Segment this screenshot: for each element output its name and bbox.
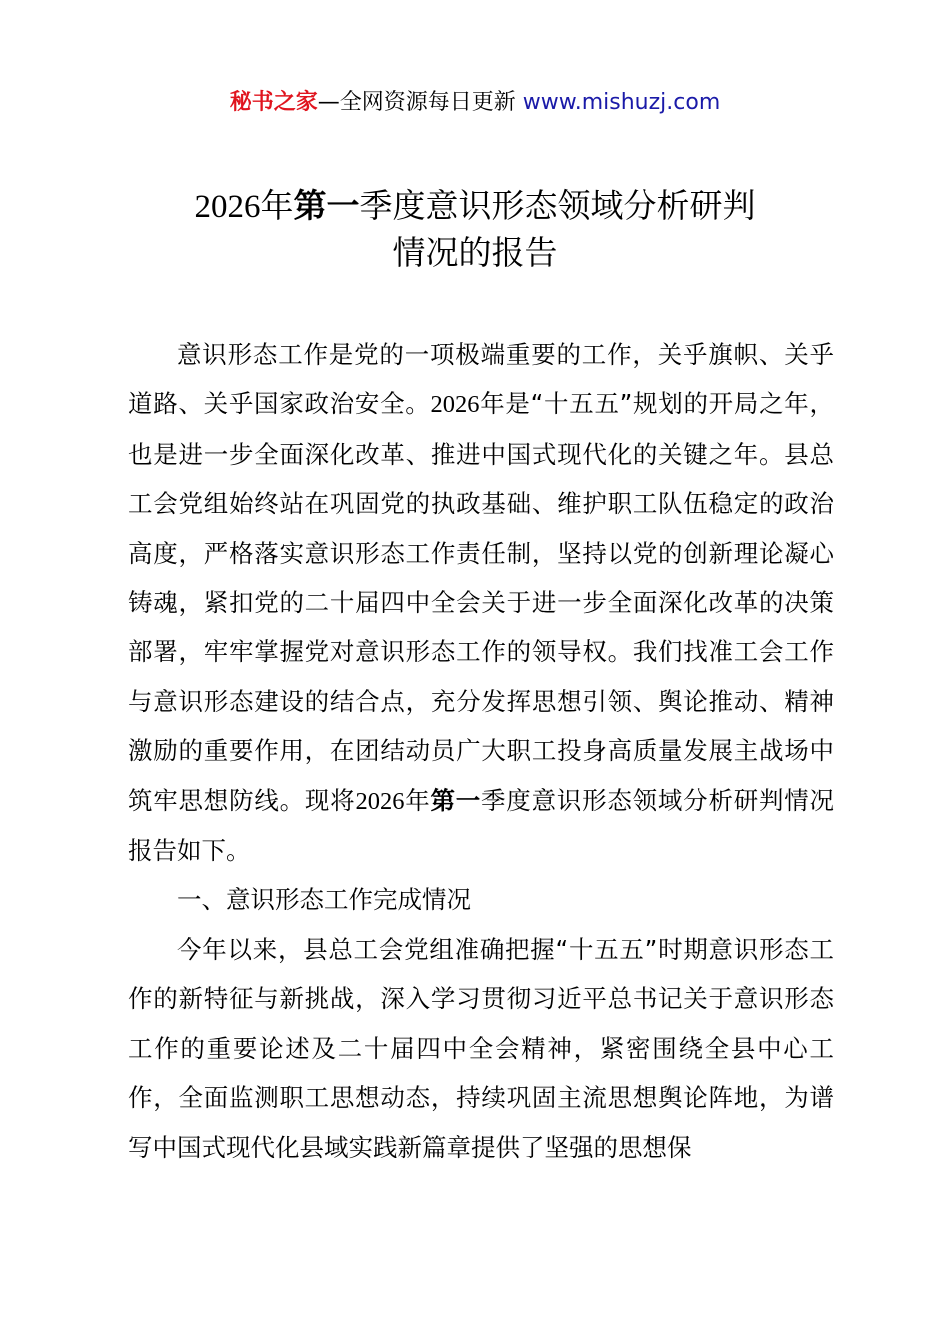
intro-text-c: 年 [404, 785, 431, 815]
title-line-1 [0, 183, 950, 230]
intro-year-1: 2026 [430, 391, 480, 419]
section-heading-1: 一、意识形态工作完成情况 [177, 885, 471, 915]
document-title [0, 183, 950, 276]
intro-paragraph [128, 330, 834, 875]
page-header [0, 86, 950, 120]
intro-text-d: 季度意识形态领域分析研判情况报告如下。 [128, 785, 835, 866]
title-line-2: 情况的报告 [392, 233, 558, 272]
title-text-a: 年 [260, 186, 294, 225]
brand-name: 秘书之家 [229, 90, 318, 115]
intro-year-2: 2026 [355, 787, 405, 815]
intro-bold-text: 第一 [430, 785, 482, 815]
document-body [128, 330, 834, 1172]
header-tagline: —全网资源每日更新 [317, 90, 516, 115]
header-url-link[interactable]: www.mishuzj.com [522, 90, 721, 115]
title-year: 2026 [194, 189, 261, 225]
intro-text-b: 年是“十五五”规划的开局之年，也是进一步全面深化改革、推进中国式现代化的关键之年。县总工会党组始终站在巩固党的执政基础、维护职工队伍稳定的政治高度，严格落实意识形态工作责任制，坚持以党的创新理论凝心铸魂，紧扣党的二十届四中全会关于进一步全面深化改革的决策部署，牢牢掌握党对意识形态工作的领导权。我们找准工会工作与意识形态建设的结合点，充分发挥思想引领、舆论推动、精神激励的重要作用，在团结动员广大职工投身高质量发展主战场中筑牢思想防线。现将 [128, 389, 835, 815]
title-bold-text: 第一 [293, 186, 360, 225]
section-1-paragraph: 今年以来，县总工会党组准确把握“十五五”时期意识形态工作的新特征与新挑战，深入学习贯彻习近平总书记关于意识形态工作的重要论述及二十届四中全会精神，紧密围绕全县中心工作，全面监测职工思想动态，持续巩固主流思想舆论阵地，为谱写中国式现代化县域实践新篇章提供了坚强的思想保 [128, 934, 834, 1162]
intro-text-a: 意识形态工作是党的一项极端重要的工作，关乎旗帜、关乎道路、关乎国家政治安全。 [128, 340, 834, 419]
title-text-b: 季度意识形态领域分析研判 [359, 186, 756, 225]
